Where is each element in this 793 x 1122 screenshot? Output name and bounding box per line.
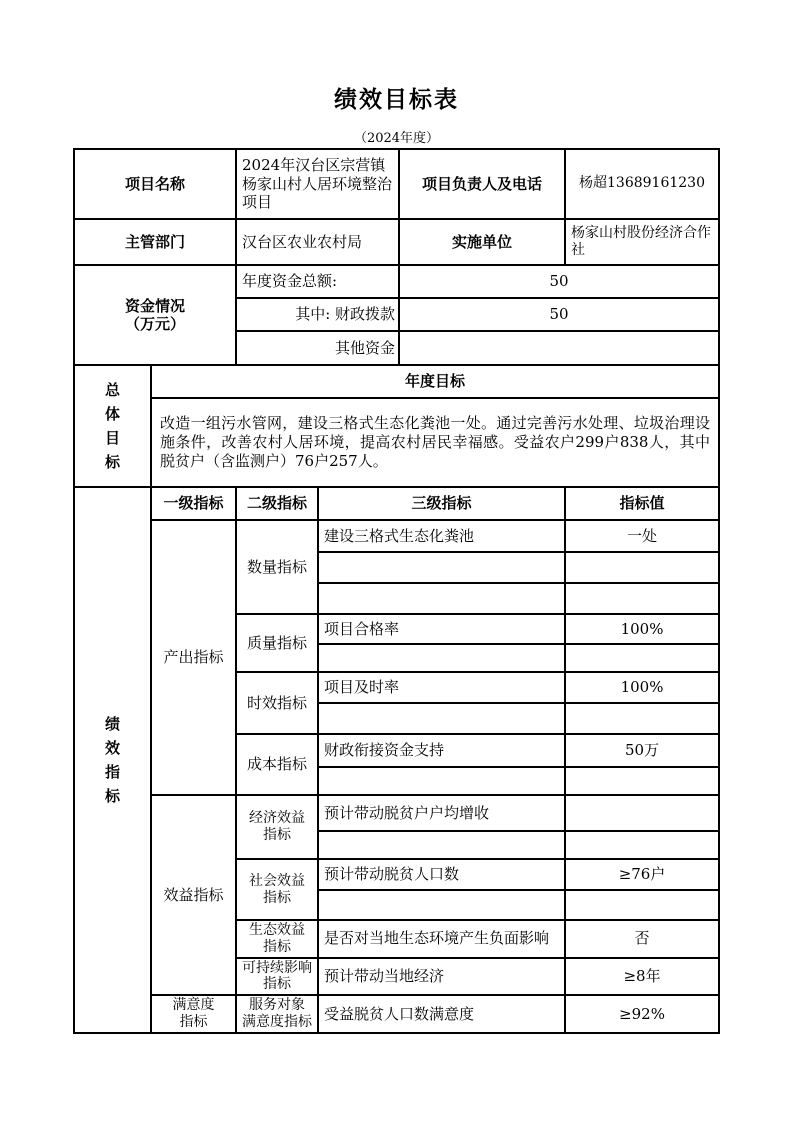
funding-other-value	[399, 331, 719, 365]
indicator-value: 否	[565, 920, 719, 958]
funding-label	[74, 265, 236, 365]
indicator-value-empty	[565, 767, 719, 795]
indicator-value-empty	[565, 795, 719, 831]
indicator-value: ≥8年	[565, 958, 719, 996]
level1-output: 产出指标	[151, 520, 236, 795]
indicator-name: 财政衔接资金支持	[318, 734, 565, 767]
level2-social-line1: 社会效益	[249, 872, 306, 889]
indicator-name-empty	[318, 831, 565, 859]
indicator-value-empty	[565, 831, 719, 859]
indicator-value-empty	[565, 644, 719, 672]
doc-subtitle: （2024年度）	[353, 131, 440, 146]
funding-other-label: 其他资金	[236, 331, 399, 365]
header-level2: 二级指标	[236, 487, 318, 520]
indicator-value-empty	[565, 703, 719, 734]
project-name-value: 2024年汉台区宗营镇杨家山村人居环境整治项目	[236, 149, 399, 219]
level2-ecological	[236, 920, 318, 958]
funding-label-line1: 资金情况	[125, 297, 186, 315]
indicator-name-empty	[318, 703, 565, 734]
project-name-label: 项目名称	[74, 149, 236, 219]
performance-target-table	[73, 148, 720, 1034]
header-value: 指标值	[565, 487, 719, 520]
funding-fiscal-value: 50	[399, 298, 719, 331]
level1-satisfaction	[151, 995, 236, 1033]
indicator-name: 预计带动当地经济	[318, 958, 565, 996]
level2-sustainable-line1: 可持续影响	[242, 959, 313, 976]
level2-social	[236, 859, 318, 920]
indicator-value: 一处	[565, 520, 719, 552]
indicator-value: 50万	[565, 734, 719, 767]
indicator-name-empty	[318, 552, 565, 583]
indicator-value-empty	[565, 552, 719, 583]
indicator-name: 建设三格式生态化粪池	[318, 520, 565, 552]
indicator-value: ≥92%	[565, 995, 719, 1033]
indicator-name-empty	[318, 583, 565, 614]
level2-economic	[236, 795, 318, 859]
unit-label: 实施单位	[399, 219, 565, 265]
level2-social-line2: 指标	[263, 889, 292, 906]
dept-label: 主管部门	[74, 219, 236, 265]
level2-cost: 成本指标	[236, 734, 318, 795]
indicator-name-empty	[318, 767, 565, 795]
level2-service-line2: 满意度指标	[242, 1013, 313, 1030]
indicator-name: 项目及时率	[318, 672, 565, 703]
level2-sustainable-line2: 指标	[263, 976, 292, 993]
indicator-name: 预计带动脱贫户户均增收	[318, 795, 565, 831]
indicator-value: 100%	[565, 614, 719, 644]
level2-service-line1: 服务对象	[249, 997, 306, 1014]
indicator-value-empty	[565, 583, 719, 614]
level1-benefit: 效益指标	[151, 795, 236, 995]
level2-sustainable	[236, 958, 318, 996]
perf-indicator-label	[74, 487, 151, 1033]
indicator-name: 是否对当地生态环境产生负面影响	[318, 920, 565, 958]
level2-economic-line1: 经济效益	[249, 810, 306, 827]
doc-title: 绩效目标表	[334, 86, 459, 113]
indicator-value: ≥76户	[565, 859, 719, 890]
unit-value: 杨家山村股份经济合作社	[565, 219, 719, 265]
level2-quality: 质量指标	[236, 614, 318, 672]
header-level1: 一级指标	[151, 487, 236, 520]
funding-label-line2: （万元）	[125, 315, 186, 333]
level2-quantity: 数量指标	[236, 520, 318, 614]
funding-total-value: 50	[399, 265, 719, 298]
annual-goal-text: 改造一组污水管网，建设三格式生态化粪池一处。通过完善污水处理、垃圾治理设施条件，改善农村人居环境，提高农村居民幸福感。受益农户299户838人，其中脱贫户（含监测户）76户257人。	[151, 398, 719, 487]
level2-economic-line2: 指标	[263, 827, 292, 843]
level2-ecological-line2: 指标	[263, 938, 292, 955]
overall-goal-label	[74, 365, 151, 487]
level1-satisfaction-line2: 指标	[179, 1013, 208, 1030]
indicator-name-empty	[318, 890, 565, 920]
indicator-name: 项目合格率	[318, 614, 565, 644]
dept-value: 汉台区农业农村局	[236, 219, 399, 265]
level1-satisfaction-line1: 满意度	[172, 997, 215, 1014]
indicator-value: 100%	[565, 672, 719, 703]
header-level3: 三级指标	[318, 487, 565, 520]
project-manager-value: 杨超13689161230	[565, 149, 719, 219]
funding-total-label: 年度资金总额:	[236, 265, 399, 298]
level2-ecological-line1: 生态效益	[249, 922, 306, 938]
perf-indicator-label-text: 绩效指标	[104, 714, 120, 805]
indicator-name: 受益脱贫人口数满意度	[318, 995, 565, 1033]
project-manager-label: 项目负责人及电话	[399, 149, 565, 219]
indicator-name: 预计带动脱贫人口数	[318, 859, 565, 890]
annual-goal-header: 年度目标	[151, 365, 719, 398]
level2-service	[236, 995, 318, 1033]
indicator-value-empty	[565, 890, 719, 920]
funding-fiscal-label: 其中: 财政拨款	[236, 298, 399, 331]
indicator-name-empty	[318, 644, 565, 672]
overall-goal-label-text: 总体目标	[104, 381, 120, 471]
level2-timeliness: 时效指标	[236, 672, 318, 734]
